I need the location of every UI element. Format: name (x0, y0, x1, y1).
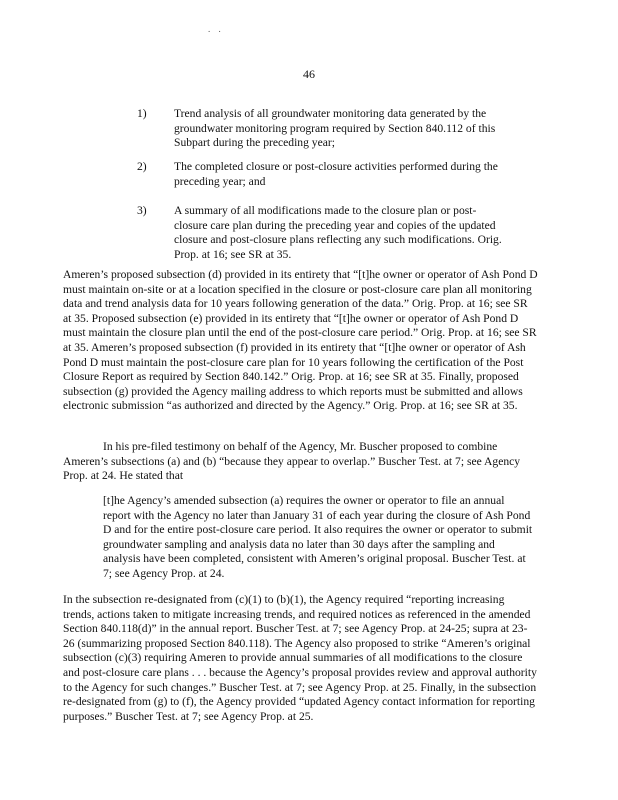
paragraph-ameren-subsections: Ameren’s proposed subsection (d) provided in its entirety that “[t]he owner or operator of Ash Pond D must maintain on-site or at a location specified in the closure or post-closure care plan all monitoring data and trend analysis data for 10 years following generation of the data.” Orig. Prop. at 16; see SR at 35. Proposed subsection (e) provided in its entirety that “[t]he owner or operator of Ash Pond D must maintain the closure plan until the end of the post-closure care period.” Orig. Prop. at 16; see SR at 35. Ameren’s proposed subsection (f) provided in its entirety that “[t]he owner or operator of Ash Pond D must maintain the post-closure care plan for 10 years following the certification of the Post Closure Report as required by Section 840.142.” Orig. Prop. at 16; see SR at 35. Finally, proposed subsection (g) provided the Agency mailing address to which reports must be submitted and allows electronic submission “as authorized and directed by the Agency.” Orig. Prop. at 16; see SR at 35. (63, 268, 538, 413)
scan-artifact: . . (208, 24, 224, 34)
list-item-text: The completed closure or post-closure activities performed during the preceding year; and (174, 160, 498, 188)
page-number: 46 (303, 67, 315, 81)
list-item-text: Trend analysis of all groundwater monitoring data generated by the groundwater monitoring program required by Section 840.112 of this Subpart during the preceding year; (174, 107, 496, 150)
list-item-number: 3) (137, 204, 147, 217)
block-quote: [t]he Agency’s amended subsection (a) requires the owner or operator to file an annual report with the Agency no later than January 31 of each year during the closure of Ash Pond D and for the entire post-closure care period. It also requires the owner or operator to submit groundwater sampling and analysis data no later than 30 days after the sampling and analysis have been completed, consistent with Ameren’s original proposal. Buscher Test. at 7; see Agency Prop. at 24. (103, 494, 533, 580)
list-item-number: 1) (137, 107, 147, 120)
paragraph-buscher-testimony: In his pre-filed testimony on behalf of the Agency, Mr. Buscher proposed to combine Ameren’s subsections (a) and (b) “because they appear to overlap.” Buscher Test. at 7; see Agency Prop. at 24. He stated that (63, 440, 521, 483)
list-item-text: A summary of all modifications made to the closure plan or post-closure care plan during the preceding year and copies of the updated closure and post-closure plans reflecting any such modifications. Orig. Prop. at 16; see SR at 35. (174, 204, 502, 261)
paragraph-redesignated-subsection: In the subsection re-designated from (c)(1) to (b)(1), the Agency required “reporting increasing trends, actions taken to mitigate increasing trends, and required notices as referenced in the amended Section 840.118(d)” in the annual report. Buscher Test. at 7; see Agency Prop. at 24-25; supra at 23-26 (summarizing proposed Section 840.118). The Agency also proposed to strike “Ameren’s original subsection (c)(3) requiring Ameren to provide annual summaries of all modifications to the closure and post-closure care plans . . . because the Agency’s proposal provides review and approval authority to the Agency for such changes.” Buscher Test. at 7; see Agency Prop. at 25. Finally, in the subsection re-designated from (g) to (f), the Agency provided “updated Agency contact information for reporting purposes.” Buscher Test. at 7; see Agency Prop. at 25. (63, 593, 537, 723)
list-item-number: 2) (137, 160, 147, 173)
